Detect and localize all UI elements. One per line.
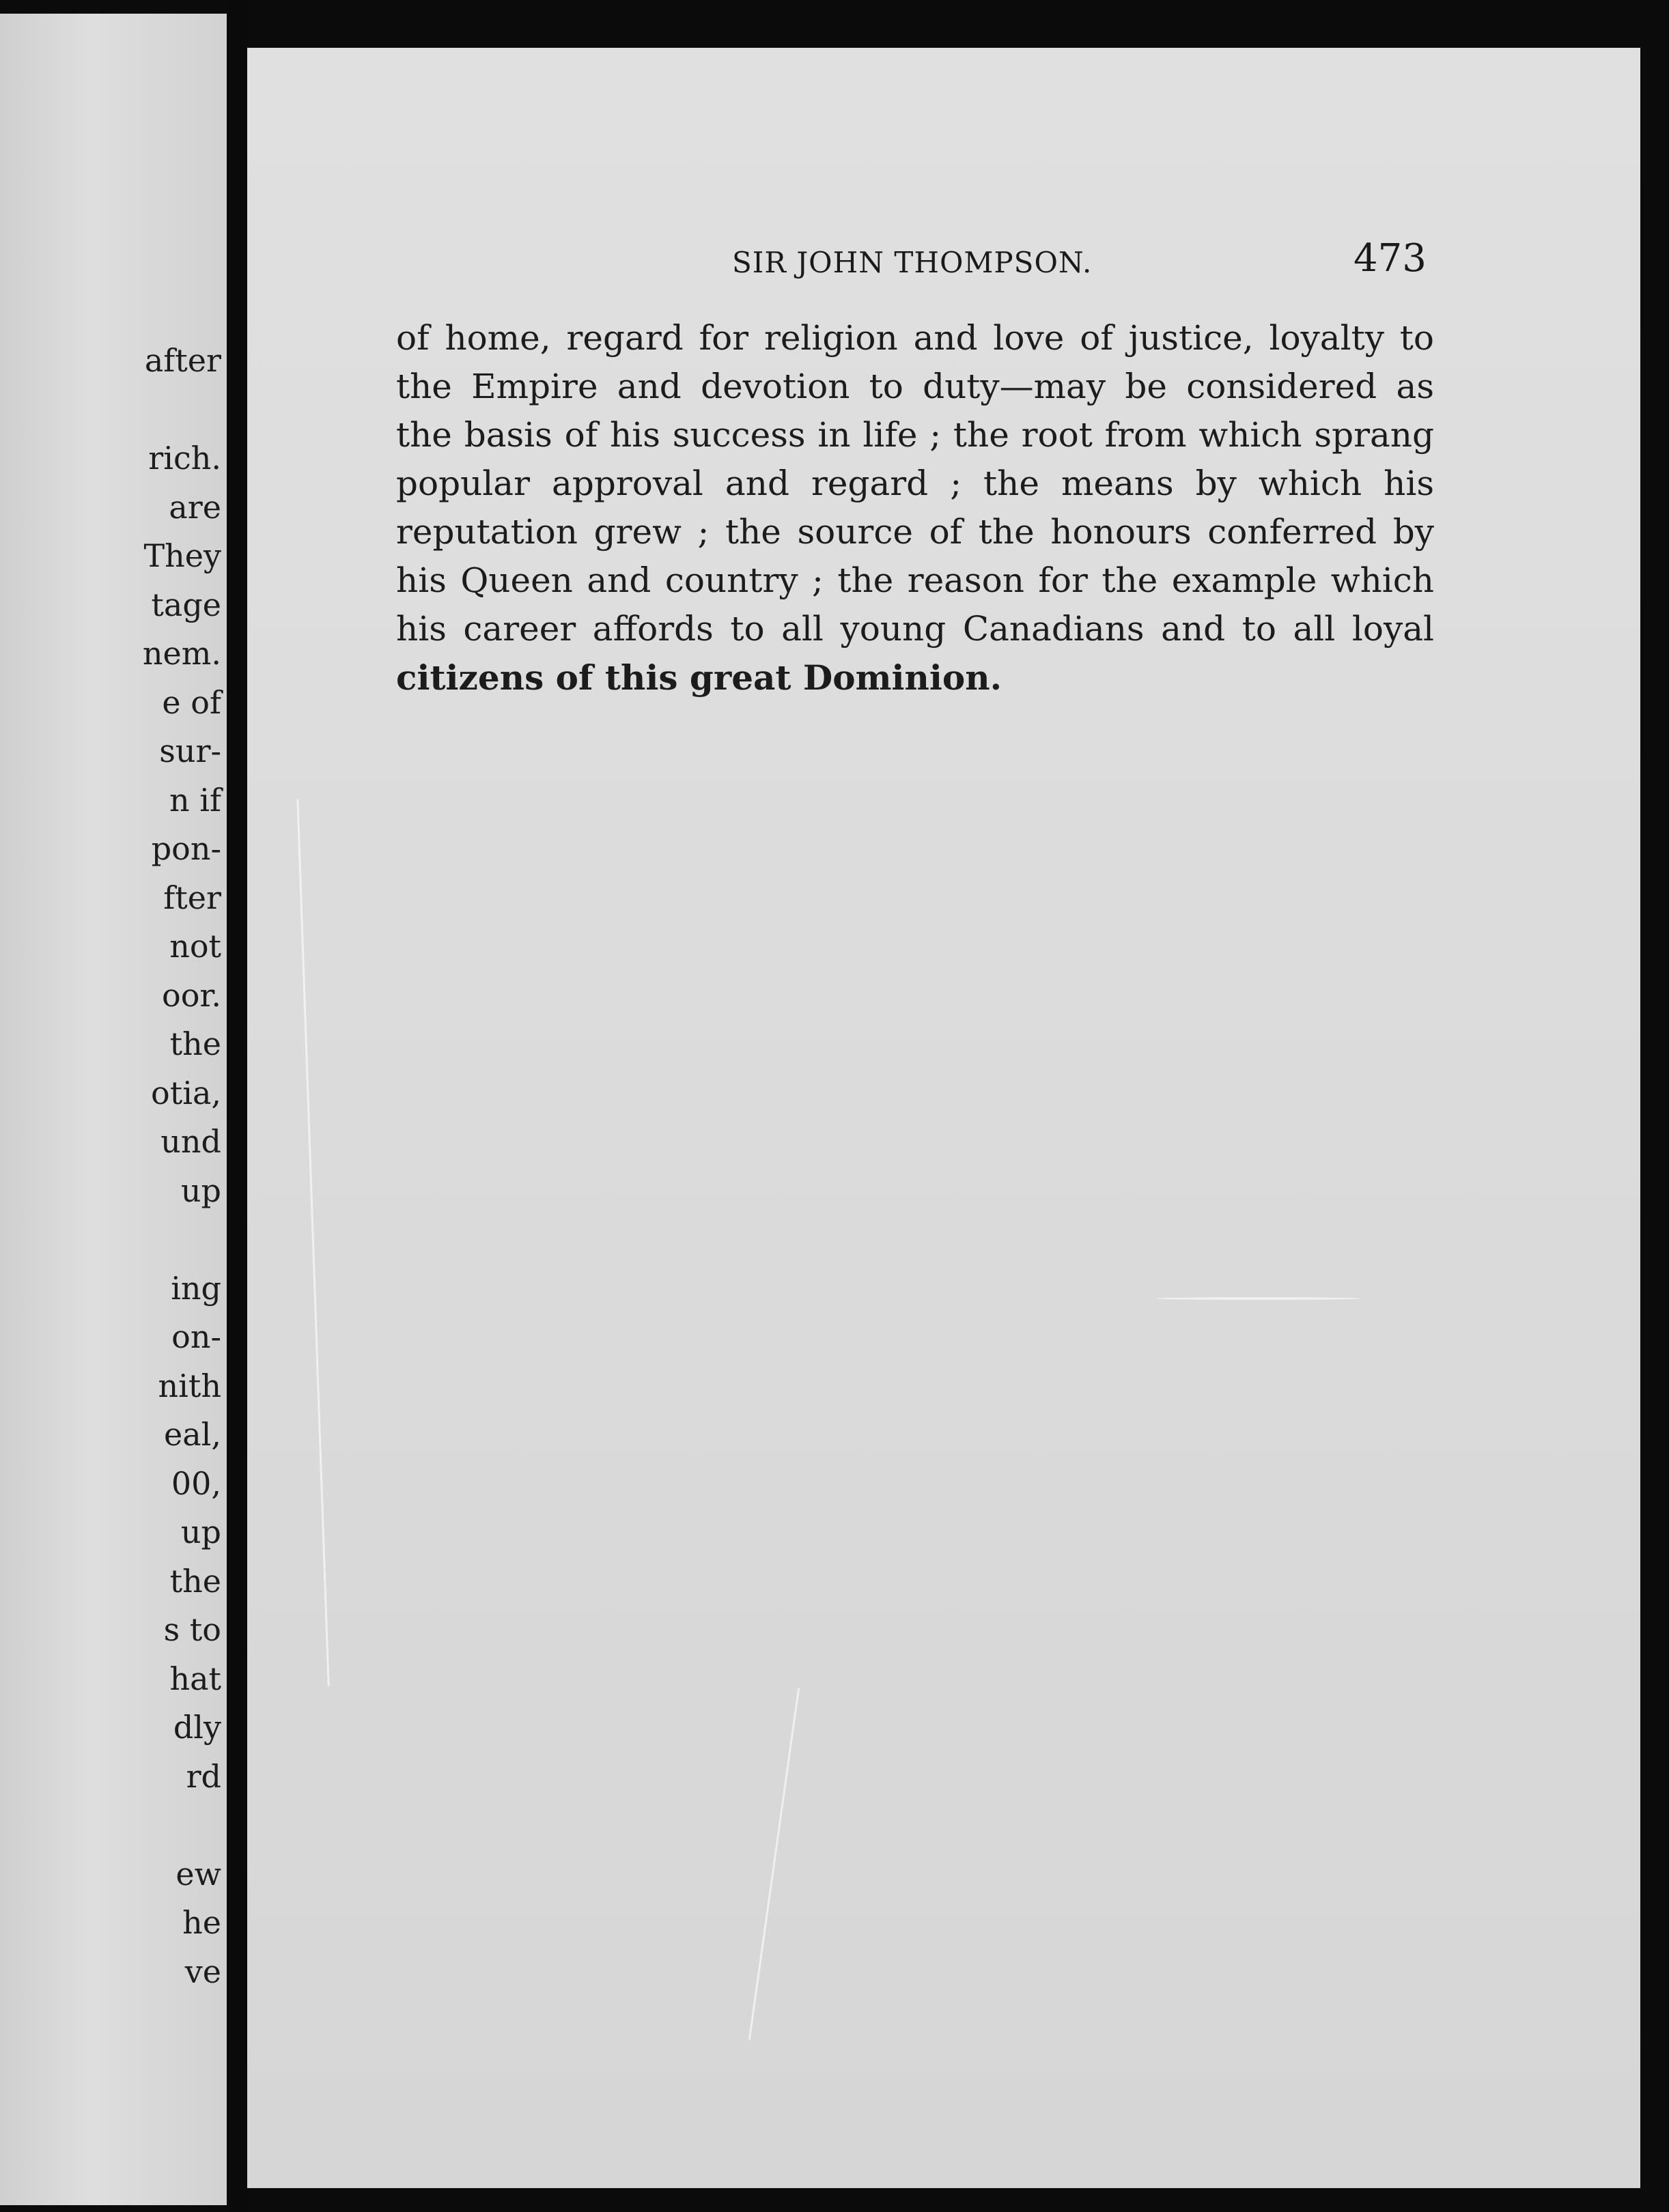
left-page-line: nem. (142, 635, 221, 672)
left-page-line: after (144, 342, 221, 379)
page-number: 473 (1354, 236, 1427, 281)
left-page-text (0, 14, 227, 2205)
film-scratch (296, 799, 329, 1686)
left-page-line: the (169, 1562, 221, 1600)
left-page-line: ew (176, 1855, 221, 1892)
left-page-line: he (182, 1904, 221, 1941)
body-line: his Queen and country ; the reason for the example which (396, 561, 1434, 600)
left-page-fragment (0, 14, 227, 2205)
left-page-line: ing (171, 1269, 221, 1307)
body-line: the basis of his success in life ; the root from which sprang (396, 415, 1434, 455)
left-page-line: on- (171, 1318, 221, 1355)
left-page-line: sur- (159, 733, 221, 769)
left-page-line: oor. (162, 976, 221, 1014)
left-page-line: ve (184, 1953, 221, 1990)
left-page-line: pon- (151, 830, 221, 867)
left-page-line: tage (151, 586, 221, 623)
body-line: reputation grew ; the source of the honours conferred by (396, 512, 1434, 552)
left-page-line: dly (173, 1709, 221, 1746)
body-line: citizens of this great Dominion. (396, 657, 1002, 698)
left-page-line: 00, (171, 1464, 221, 1502)
running-head: SIR JOHN THOMPSON. (732, 246, 1093, 279)
left-page-line: s to (163, 1611, 221, 1648)
body-line: of home, regard for religion and love of justice, loyalty to (396, 318, 1434, 358)
body-paragraph (396, 314, 1434, 702)
body-line: the Empire and devotion to duty—may be considered as (396, 367, 1434, 406)
left-page-line: fter (163, 879, 221, 916)
film-scratch (1155, 1297, 1360, 1300)
left-page-line: rich. (148, 440, 221, 477)
film-scratch (748, 1688, 800, 2039)
left-page-line: nith (158, 1367, 221, 1404)
left-page-line: are (169, 488, 221, 526)
left-page-line: und (160, 1123, 221, 1160)
left-page-line: n if (169, 781, 221, 819)
left-page-line: They (143, 537, 221, 574)
left-page-line: not (169, 928, 221, 965)
right-page (247, 48, 1640, 2188)
left-page-line: hat (169, 1660, 221, 1697)
left-page-line: the (169, 1025, 221, 1062)
body-line: popular approval and regard ; the means by which his (396, 464, 1434, 503)
book-gutter (227, 0, 247, 2212)
body-line: his career affords to all young Canadians and to all loyal (396, 609, 1434, 649)
left-page-line: e of (162, 683, 221, 721)
left-page-line: rd (186, 1757, 221, 1795)
left-page-line: up (180, 1172, 221, 1209)
left-page-line: up (180, 1514, 221, 1550)
left-page-line: otia, (151, 1074, 221, 1111)
left-page-line: eal, (164, 1416, 221, 1453)
